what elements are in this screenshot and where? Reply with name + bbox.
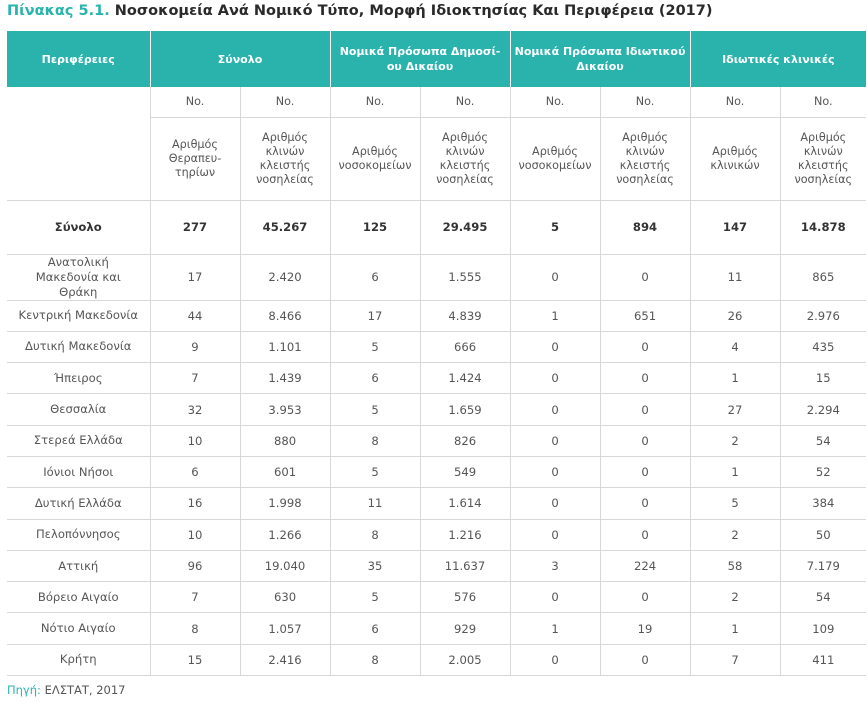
total-value: 147 bbox=[690, 200, 780, 254]
cell-value: 666 bbox=[420, 331, 510, 362]
cell-value: 2.420 bbox=[240, 254, 330, 300]
cell-value: 0 bbox=[510, 456, 600, 487]
cell-value: 0 bbox=[600, 363, 690, 394]
total-value: 29.495 bbox=[420, 200, 510, 254]
column-description: Αριθμός κλινών κλειστής νοσηλείας bbox=[600, 117, 690, 200]
cell-value: 1.101 bbox=[240, 331, 330, 362]
region-name: Πελοπόννησος bbox=[7, 519, 150, 550]
header-group-total: Σύνολο bbox=[150, 31, 330, 87]
table-title bbox=[7, 3, 712, 19]
cell-value: 5 bbox=[330, 582, 420, 613]
total-value: 125 bbox=[330, 200, 420, 254]
no-label: No. bbox=[330, 87, 420, 117]
cell-value: 4 bbox=[690, 331, 780, 362]
cell-value: 0 bbox=[510, 331, 600, 362]
cell-value: 109 bbox=[780, 613, 866, 644]
source-note bbox=[7, 683, 125, 697]
cell-value: 10 bbox=[150, 425, 240, 456]
cell-value: 0 bbox=[600, 582, 690, 613]
no-label: No. bbox=[150, 87, 240, 117]
cell-value: 1.424 bbox=[420, 363, 510, 394]
column-description: Αριθμός νοσοκομείων bbox=[510, 117, 600, 200]
cell-value: 0 bbox=[600, 254, 690, 300]
cell-value: 8.466 bbox=[240, 300, 330, 331]
cell-value: 1.266 bbox=[240, 519, 330, 550]
cell-value: 1 bbox=[510, 300, 600, 331]
column-description: Αριθμός Θεραπευ-τηρίων bbox=[150, 117, 240, 200]
cell-value: 2.416 bbox=[240, 644, 330, 675]
cell-value: 0 bbox=[600, 331, 690, 362]
no-label: No. bbox=[780, 87, 866, 117]
cell-value: 2 bbox=[690, 425, 780, 456]
region-name: Βόρειο Αιγαίο bbox=[7, 582, 150, 613]
table-row bbox=[7, 488, 866, 519]
cell-value: 15 bbox=[780, 363, 866, 394]
header-group-private-law: Νομικά Πρόσωπα Ιδιωτικού Δικαίου bbox=[510, 31, 690, 87]
column-description: Αριθμός κλινών κλειστής νοσηλείας bbox=[420, 117, 510, 200]
cell-value: 17 bbox=[330, 300, 420, 331]
cell-value: 7 bbox=[690, 644, 780, 675]
header-group-private-clinics: Ιδιωτικές κλινικές bbox=[690, 31, 866, 87]
cell-value: 3.953 bbox=[240, 394, 330, 425]
data-rows bbox=[7, 254, 866, 676]
table-row bbox=[7, 300, 866, 331]
cell-value: 651 bbox=[600, 300, 690, 331]
cell-value: 0 bbox=[510, 254, 600, 300]
header-row bbox=[7, 31, 866, 87]
cell-value: 1.439 bbox=[240, 363, 330, 394]
cell-value: 549 bbox=[420, 456, 510, 487]
cell-value: 6 bbox=[330, 254, 420, 300]
cell-value: 1.216 bbox=[420, 519, 510, 550]
cell-value: 5 bbox=[330, 394, 420, 425]
cell-value: 0 bbox=[510, 582, 600, 613]
cell-value: 0 bbox=[600, 394, 690, 425]
cell-value: 0 bbox=[600, 425, 690, 456]
cell-value: 44 bbox=[150, 300, 240, 331]
cell-value: 1.659 bbox=[420, 394, 510, 425]
cell-value: 54 bbox=[780, 582, 866, 613]
cell-value: 865 bbox=[780, 254, 866, 300]
cell-value: 11.637 bbox=[420, 550, 510, 581]
cell-value: 0 bbox=[600, 456, 690, 487]
cell-value: 0 bbox=[600, 488, 690, 519]
cell-value: 1.998 bbox=[240, 488, 330, 519]
cell-value: 50 bbox=[780, 519, 866, 550]
total-row bbox=[7, 200, 866, 254]
table-row bbox=[7, 519, 866, 550]
column-description: Αριθμός νοσοκομείων bbox=[330, 117, 420, 200]
cell-value: 8 bbox=[330, 425, 420, 456]
cell-value: 0 bbox=[510, 363, 600, 394]
no-label: No. bbox=[240, 87, 330, 117]
cell-value: 224 bbox=[600, 550, 690, 581]
total-value: 45.267 bbox=[240, 200, 330, 254]
cell-value: 27 bbox=[690, 394, 780, 425]
cell-value: 9 bbox=[150, 331, 240, 362]
cell-value: 7.179 bbox=[780, 550, 866, 581]
table-row bbox=[7, 363, 866, 394]
cell-value: 576 bbox=[420, 582, 510, 613]
cell-value: 880 bbox=[240, 425, 330, 456]
region-name: Δυτική Μακεδονία bbox=[7, 331, 150, 362]
cell-value: 8 bbox=[330, 644, 420, 675]
cell-value: 17 bbox=[150, 254, 240, 300]
cell-value: 0 bbox=[510, 425, 600, 456]
cell-value: 11 bbox=[330, 488, 420, 519]
table-row bbox=[7, 613, 866, 644]
cell-value: 16 bbox=[150, 488, 240, 519]
cell-value: 0 bbox=[600, 644, 690, 675]
no-label: No. bbox=[420, 87, 510, 117]
cell-value: 2 bbox=[690, 582, 780, 613]
no-label: No. bbox=[510, 87, 600, 117]
cell-value: 2.005 bbox=[420, 644, 510, 675]
region-name: Ιόνιοι Νήσοι bbox=[7, 456, 150, 487]
cell-value: 58 bbox=[690, 550, 780, 581]
cell-value: 384 bbox=[780, 488, 866, 519]
cell-value: 2.976 bbox=[780, 300, 866, 331]
cell-value: 19 bbox=[600, 613, 690, 644]
region-name: Ανατολική Μακεδονία και Θράκη bbox=[7, 254, 150, 300]
cell-value: 4.839 bbox=[420, 300, 510, 331]
region-name: Αττική bbox=[7, 550, 150, 581]
cell-value: 0 bbox=[510, 644, 600, 675]
cell-value: 10 bbox=[150, 519, 240, 550]
region-name: Κρήτη bbox=[7, 644, 150, 675]
cell-value: 26 bbox=[690, 300, 780, 331]
cell-value: 32 bbox=[150, 394, 240, 425]
cell-value: 7 bbox=[150, 582, 240, 613]
no-label: No. bbox=[690, 87, 780, 117]
cell-value: 630 bbox=[240, 582, 330, 613]
region-name: Δυτική Ελλάδα bbox=[7, 488, 150, 519]
cell-value: 0 bbox=[510, 519, 600, 550]
cell-value: 6 bbox=[150, 456, 240, 487]
table-row bbox=[7, 644, 866, 675]
cell-value: 7 bbox=[150, 363, 240, 394]
cell-value: 96 bbox=[150, 550, 240, 581]
table-title-text: Νοσοκομεία Ανά Νομικό Τύπο, Μορφή Ιδιοκτησίας Και Περιφέρεια (2017) bbox=[114, 3, 713, 19]
table-row bbox=[7, 582, 866, 613]
total-value: 14.878 bbox=[780, 200, 866, 254]
total-value: 5 bbox=[510, 200, 600, 254]
source-label: Πηγή: bbox=[7, 683, 41, 697]
cell-value: 929 bbox=[420, 613, 510, 644]
cell-value: 0 bbox=[510, 488, 600, 519]
cell-value: 11 bbox=[690, 254, 780, 300]
table-row bbox=[7, 331, 866, 362]
cell-value: 411 bbox=[780, 644, 866, 675]
table-number: Πίνακας 5.1. bbox=[7, 3, 110, 19]
cell-value: 5 bbox=[330, 456, 420, 487]
cell-value: 5 bbox=[330, 331, 420, 362]
cell-value: 1 bbox=[690, 456, 780, 487]
table-row bbox=[7, 550, 866, 581]
cell-value: 601 bbox=[240, 456, 330, 487]
table-row bbox=[7, 456, 866, 487]
region-header-spacer bbox=[7, 87, 150, 200]
no-label: No. bbox=[600, 87, 690, 117]
cell-value: 1 bbox=[690, 613, 780, 644]
table-row bbox=[7, 394, 866, 425]
cell-value: 1.555 bbox=[420, 254, 510, 300]
region-name: Κεντρική Μακεδονία bbox=[7, 300, 150, 331]
cell-value: 3 bbox=[510, 550, 600, 581]
total-label: Σύνολο bbox=[7, 200, 150, 254]
region-name: Στερεά Ελλάδα bbox=[7, 425, 150, 456]
cell-value: 52 bbox=[780, 456, 866, 487]
cell-value: 5 bbox=[690, 488, 780, 519]
cell-value: 8 bbox=[330, 519, 420, 550]
hospitals-table bbox=[7, 31, 866, 676]
cell-value: 1 bbox=[690, 363, 780, 394]
total-value: 277 bbox=[150, 200, 240, 254]
region-name: Θεσσαλία bbox=[7, 394, 150, 425]
cell-value: 15 bbox=[150, 644, 240, 675]
cell-value: 1.614 bbox=[420, 488, 510, 519]
cell-value: 2.294 bbox=[780, 394, 866, 425]
table-row bbox=[7, 254, 866, 300]
region-name: Ήπειρος bbox=[7, 363, 150, 394]
cell-value: 0 bbox=[600, 519, 690, 550]
table-row bbox=[7, 425, 866, 456]
cell-value: 1.057 bbox=[240, 613, 330, 644]
column-description: Αριθμός κλινικών bbox=[690, 117, 780, 200]
column-description: Αριθμός κλινών κλειστής νοσηλείας bbox=[240, 117, 330, 200]
cell-value: 19.040 bbox=[240, 550, 330, 581]
cell-value: 6 bbox=[330, 613, 420, 644]
cell-value: 35 bbox=[330, 550, 420, 581]
header-group-public: Νομικά Πρόσωπα Δημοσί-ου Δικαίου bbox=[330, 31, 510, 87]
total-value: 894 bbox=[600, 200, 690, 254]
region-name: Νότιο Αιγαίο bbox=[7, 613, 150, 644]
cell-value: 826 bbox=[420, 425, 510, 456]
cell-value: 54 bbox=[780, 425, 866, 456]
cell-value: 8 bbox=[150, 613, 240, 644]
header-region: Περιφέρειες bbox=[7, 31, 150, 87]
cell-value: 0 bbox=[510, 394, 600, 425]
cell-value: 2 bbox=[690, 519, 780, 550]
column-description: Αριθμός κλινών κλειστής νοσηλείας bbox=[780, 117, 866, 200]
cell-value: 6 bbox=[330, 363, 420, 394]
no-label-row bbox=[7, 87, 866, 117]
source-text: ΕΛΣΤΑΤ, 2017 bbox=[44, 683, 126, 697]
cell-value: 435 bbox=[780, 331, 866, 362]
cell-value: 1 bbox=[510, 613, 600, 644]
